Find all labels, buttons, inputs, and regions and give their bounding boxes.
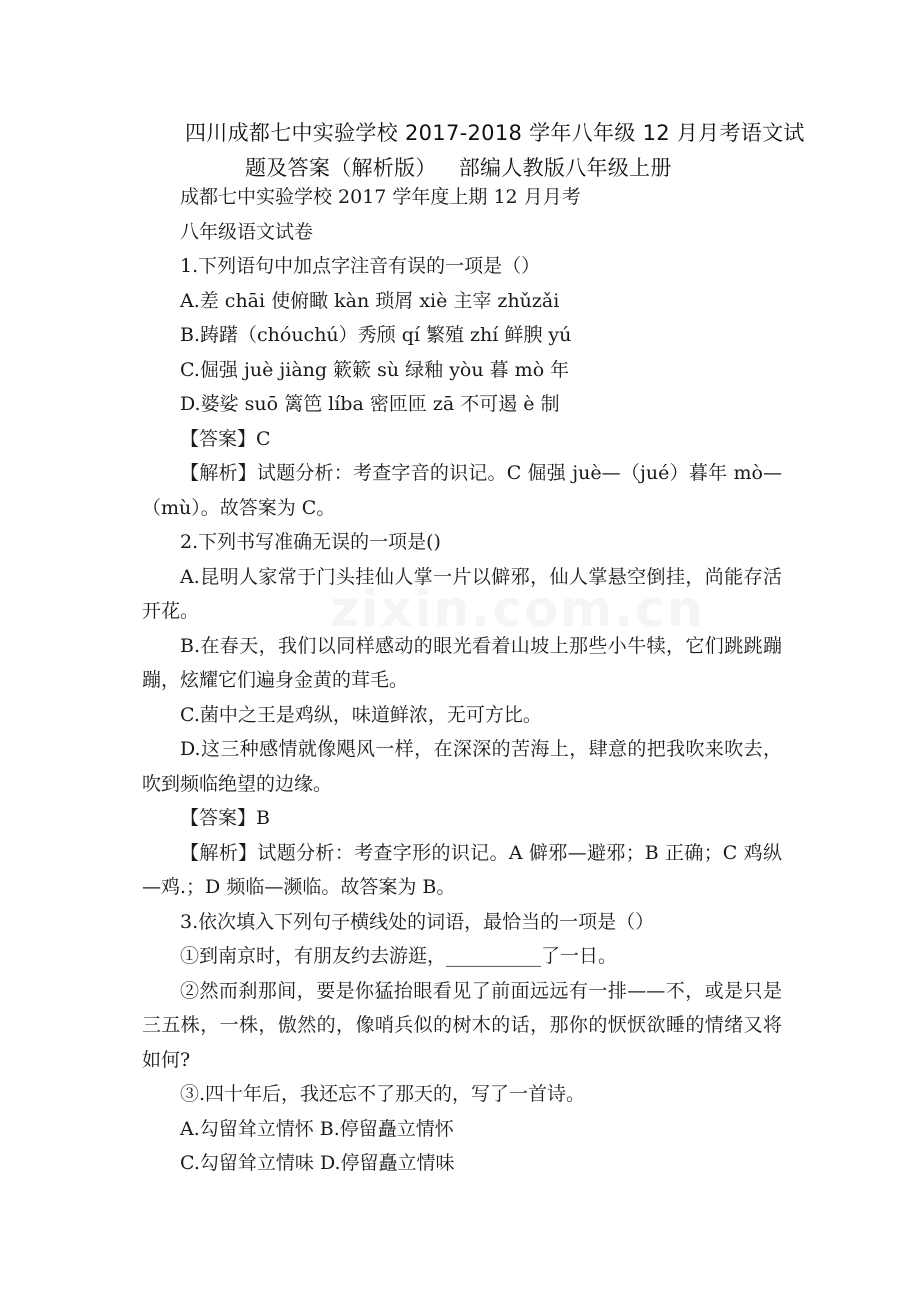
question-1-answer: 【答案】C: [180, 427, 271, 450]
question-2-stem: 2.下列书写准确无误的一项是(): [180, 531, 441, 553]
document-title: [185, 116, 805, 186]
exam-subject-line: 八年级语文试卷: [180, 220, 314, 243]
title-line-1: 四川成都七中实验学校 2017-2018 学年八年级 12 月月考语文试: [185, 121, 805, 145]
question-1-option-b: B.踌躇（chóuchú）秀颀 qí 繁殖 zhí 鲜腴 yú: [180, 324, 572, 346]
question-2-option-d: D.这三种感情就像飓风一样，在深深的苦海上，肆意的把我吹来吹去，吹到频临绝望的边缘。: [142, 738, 782, 795]
question-1-option-d: D.婆娑 suō 篱笆 líba 密匝匝 zā 不可遏 è 制: [180, 393, 560, 415]
question-1-stem: 1.下列语句中加点字注音有误的一项是（）: [180, 255, 541, 277]
question-3-options-cd: C.勾留耸立情味 D.停留矗立情味: [180, 1152, 455, 1174]
question-2-option-b: B.在春天，我们以同样感动的眼光看着山坡上那些小牛犊，它们跳跳蹦蹦，炫耀它们遍身金黄的茸毛。: [142, 634, 782, 691]
question-3-sentence-1: ①到南京时，有朋友约去游逛，__________了一日。: [180, 945, 618, 967]
question-3-options-ab: A.勾留耸立情怀 B.停留矗立情怀: [180, 1117, 454, 1140]
question-1-option-c: C.倔强 juè jiàng 簌簌 sù 绿釉 yòu 暮 mò 年: [180, 358, 570, 381]
question-3-stem: 3.依次填入下列句子横线处的词语，最恰当的一项是（）: [180, 910, 655, 933]
question-1-analysis: 【解析】试题分析：考查字音的识记。C 倔强 juè—（jué）暮年 mò—（mù）。故答案为 C。: [142, 462, 782, 519]
question-2-answer: 【答案】B: [180, 807, 270, 829]
question-1-option-a: A.差 chāi 使俯瞰 kàn 琐屑 xiè 主宰 zhǔzǎi: [180, 289, 560, 312]
question-2-option-c: C.菌中之王是鸡纵，味道鲜浓，无可方比。: [180, 703, 542, 726]
question-3-sentence-2: ②然而刹那间，要是你猛抬眼看见了前面远远有一排——不，或是只是三五株，一株，傲然的，像哨兵似的树木的话，那你的恹恹欲睡的情绪又将如何?: [142, 979, 782, 1071]
exam-school-line: 成都七中实验学校 2017 学年度上期 12 月月考: [180, 186, 581, 208]
watermark: zixin.com.cn: [330, 580, 705, 638]
question-3-sentence-3: ③.四十年后，我还忘不了那天的，写了一首诗。: [180, 1083, 586, 1105]
title-line-2-main: 题及答案（解析版）: [245, 156, 437, 180]
question-2-option-a: A.昆明人家常于门头挂仙人掌一片以僻邪，仙人掌悬空倒挂，尚能存活开花。: [142, 565, 782, 622]
title-line-2-edition: 部编人教版八年级上册: [458, 156, 672, 180]
document-body: [142, 180, 782, 1181]
question-2-analysis: 【解析】试题分析：考查字形的识记。A 僻邪—避邪；B 正确；C 鸡纵—鸡.；D 频临—濒临。故答案为 B。: [142, 841, 782, 898]
